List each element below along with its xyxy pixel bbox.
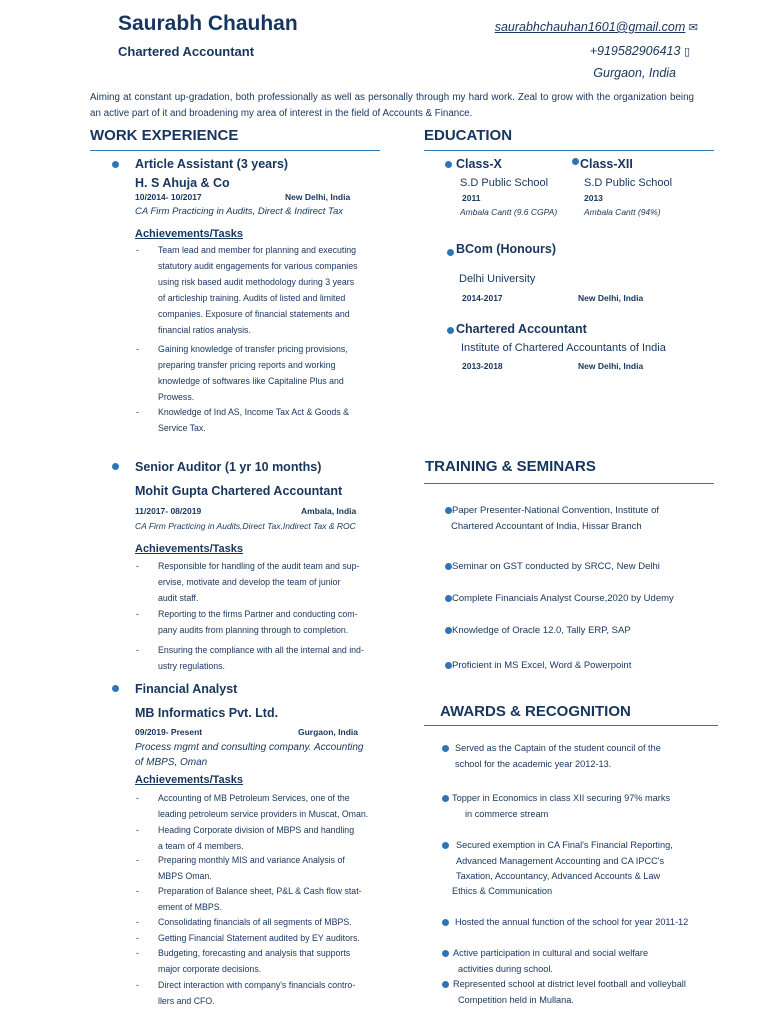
task-dash: - bbox=[136, 886, 139, 896]
awards-heading-rule bbox=[424, 725, 718, 726]
bcom-institution: Delhi University bbox=[459, 273, 536, 285]
task-line: Knowledge of Ind AS, Income Tax Act & Goods & bbox=[158, 407, 350, 417]
task-line: knowledge of softwares like Capitaline Plus and bbox=[158, 376, 344, 386]
bcom-title: BCom (Honours) bbox=[456, 242, 556, 256]
candidate-name: Saurabh Chauhan bbox=[118, 12, 298, 35]
class-xii-year: 2013 bbox=[584, 193, 603, 203]
job-description: Process mgmt and consulting company. Accounting bbox=[135, 742, 364, 753]
class-x-title: Class-X bbox=[456, 157, 502, 171]
task-line: financial ratios analysis. bbox=[158, 325, 251, 335]
task-line: major corporate decisions. bbox=[158, 964, 262, 974]
bullet bbox=[112, 463, 119, 470]
award-item: Represented school at district level football and volleyball bbox=[453, 979, 686, 989]
award-item: Secured exemption in CA Final's Financial Reporting, bbox=[456, 840, 673, 850]
class-xii-school: S.D Public School bbox=[584, 177, 673, 189]
task-line: Direct interaction with company's financials contro- bbox=[158, 980, 356, 990]
task-line: Prowess. bbox=[158, 392, 195, 402]
bullet bbox=[442, 745, 449, 752]
task-line: Accounting of MB Petroleum Services, one of the bbox=[158, 793, 350, 803]
bullet bbox=[112, 685, 119, 692]
class-x-place: Ambala Cantt (9.6 CGPA) bbox=[460, 207, 558, 217]
job-role: Financial Analyst bbox=[135, 682, 238, 696]
award-item: school for the academic year 2012-13. bbox=[455, 759, 612, 769]
bullet bbox=[442, 950, 449, 957]
task-dash: - bbox=[136, 407, 139, 417]
task-dash: - bbox=[136, 825, 139, 835]
training-item: Chartered Accountant of India, Hissar Branch bbox=[451, 521, 642, 532]
awards-heading: AWARDS & RECOGNITION bbox=[440, 703, 631, 720]
task-line: Service Tax. bbox=[158, 423, 206, 433]
work-experience-heading: WORK EXPERIENCE bbox=[90, 127, 239, 144]
candidate-title: Chartered Accountant bbox=[118, 44, 255, 59]
email-link[interactable]: saurabhchauhan1601@gmail.com bbox=[494, 20, 686, 34]
bullet bbox=[447, 327, 454, 334]
task-line: leading petroleum service providers in Muscat, Oman. bbox=[158, 809, 369, 819]
education-heading-rule bbox=[424, 150, 714, 151]
work-heading-rule bbox=[90, 150, 380, 151]
task-line: Gaining knowledge of transfer pricing provisions, bbox=[158, 344, 348, 354]
bullet bbox=[442, 981, 449, 988]
task-line: Preparation of Balance sheet, P&L & Cash flow stat- bbox=[158, 886, 362, 896]
job-dates: 10/2014- 10/2017 bbox=[135, 192, 202, 202]
task-line: Heading Corporate division of MBPS and handling bbox=[158, 825, 355, 835]
task-line: Reporting to the firms Partner and conducting com- bbox=[158, 609, 358, 619]
bullet bbox=[445, 662, 452, 669]
job-dates: 11/2017- 08/2019 bbox=[135, 506, 202, 516]
task-line: llers and CFO. bbox=[158, 996, 215, 1006]
bullet bbox=[442, 919, 449, 926]
bcom-place: New Delhi, India bbox=[578, 293, 644, 303]
bullet bbox=[112, 161, 119, 168]
task-dash: - bbox=[136, 793, 139, 803]
task-line: MBPS Oman. bbox=[158, 871, 212, 881]
task-dash: - bbox=[136, 948, 139, 958]
email-line bbox=[495, 20, 698, 34]
award-item: Hosted the annual function of the school for year 2011-12 bbox=[455, 917, 689, 927]
bullet bbox=[447, 249, 454, 256]
job-role: Senior Auditor (1 yr 10 months) bbox=[135, 460, 322, 474]
task-line: Consolidating financials of all segments of MBPS. bbox=[158, 917, 352, 927]
task-line: a team of 4 members. bbox=[158, 841, 244, 851]
job-dates: 09/2019- Present bbox=[135, 727, 203, 737]
task-line: ervise, motivate and develop the team of junior bbox=[158, 577, 341, 587]
envelope-icon: ✉ bbox=[688, 22, 698, 34]
award-item: Served as the Captain of the student council of the bbox=[455, 743, 661, 753]
job-description: of MBPS, Oman bbox=[135, 757, 208, 768]
task-dash: - bbox=[136, 609, 139, 619]
bullet bbox=[442, 842, 449, 849]
class-xii-title: Class-XII bbox=[580, 157, 633, 171]
task-line: Preparing monthly MIS and variance Analysis of bbox=[158, 855, 345, 865]
job-company: H. S Ahuja & Co bbox=[135, 176, 230, 190]
task-line: of articleship training. Audits of listed and limited bbox=[158, 293, 346, 303]
task-line: pany audits from planning through to completion. bbox=[158, 625, 349, 635]
class-xii-place: Ambala Cantt (94%) bbox=[584, 207, 661, 217]
task-dash: - bbox=[136, 561, 139, 571]
job-place: Ambala, India bbox=[301, 506, 357, 516]
task-dash: - bbox=[136, 933, 139, 943]
task-dash: - bbox=[136, 344, 139, 354]
objective: Aiming at constant up-gradation, both professionally as well as personally through my hard work. Zeal to grow with the organization being an active part of it and broadening my area of interest in the field of Accounts & Finance. bbox=[90, 92, 694, 119]
job-description: CA Firm Practicing in Audits,Direct Tax,Indirect Tax & ROC bbox=[135, 521, 356, 531]
phone-icon: ▯ bbox=[683, 46, 690, 58]
task-line: using risk based audit methodology during 3 years bbox=[158, 277, 355, 287]
education-heading: EDUCATION bbox=[424, 127, 513, 144]
task-line: statutory audit engagements for various companies bbox=[158, 261, 358, 271]
award-item: Taxation, Accountancy, Advanced Accounts & Law bbox=[456, 871, 661, 881]
training-item: Paper Presenter-National Convention, Institute of bbox=[452, 505, 660, 516]
task-line: audit staff. bbox=[158, 593, 199, 603]
location: Gurgaon, India bbox=[593, 66, 676, 80]
training-heading: TRAINING & SEMINARS bbox=[425, 458, 596, 475]
bullet bbox=[445, 161, 452, 168]
training-heading-rule bbox=[424, 483, 714, 484]
task-line: ustry regulations. bbox=[158, 661, 225, 671]
task-line: Responsible for handling of the audit team and sup- bbox=[158, 561, 360, 571]
task-dash: - bbox=[136, 645, 139, 655]
task-line: Ensuring the compliance with all the internal and ind- bbox=[158, 645, 364, 655]
task-line: Team lead and member for planning and executing bbox=[158, 245, 357, 255]
task-line: Getting Financial Statement audited by EY auditors. bbox=[158, 933, 360, 943]
award-item: in commerce stream bbox=[465, 809, 549, 819]
task-line: Budgeting, forecasting and analysis that supports bbox=[158, 948, 351, 958]
achievements-label: Achievements/Tasks bbox=[135, 228, 244, 240]
task-dash: - bbox=[136, 980, 139, 990]
award-item: Topper in Economics in class XII securing 97% marks bbox=[452, 793, 671, 803]
training-item: Complete Financials Analyst Course,2020 by Udemy bbox=[452, 593, 674, 604]
task-line: ement of MBPS. bbox=[158, 902, 223, 912]
task-line: companies. Exposure of financial statements and bbox=[158, 309, 350, 319]
achievements-label: Achievements/Tasks bbox=[135, 774, 244, 786]
bullet bbox=[445, 627, 452, 634]
bullet bbox=[445, 595, 452, 602]
phone-line bbox=[590, 44, 690, 58]
bullet bbox=[442, 795, 449, 802]
job-role: Article Assistant (3 years) bbox=[135, 157, 289, 171]
training-item: Seminar on GST conducted by SRCC, New Delhi bbox=[452, 561, 660, 572]
class-x-year: 2011 bbox=[462, 193, 481, 203]
job-company: MB Informatics Pvt. Ltd. bbox=[135, 706, 279, 720]
training-item: Proficient in MS Excel, Word & Powerpoint bbox=[452, 660, 632, 671]
job-company: Mohit Gupta Chartered Accountant bbox=[135, 484, 343, 498]
job-place: Gurgaon, India bbox=[298, 727, 358, 737]
award-item: activities during school. bbox=[458, 964, 553, 974]
task-dash: - bbox=[136, 917, 139, 927]
training-item: Knowledge of Oracle 12.0, Tally ERP, SAP bbox=[452, 625, 631, 636]
ca-dates: 2013-2018 bbox=[462, 361, 503, 371]
task-line: preparing transfer pricing reports and working bbox=[158, 360, 336, 370]
task-dash: - bbox=[136, 245, 139, 255]
task-dash: - bbox=[136, 855, 139, 865]
bcom-dates: 2014-2017 bbox=[462, 293, 503, 303]
job-description: CA Firm Practicing in Audits, Direct & Indirect Tax bbox=[135, 206, 344, 217]
bullet bbox=[445, 563, 452, 570]
bullet bbox=[445, 507, 452, 514]
award-item: Active participation in cultural and social welfare bbox=[453, 948, 649, 958]
award-item: Competition held in Mullana. bbox=[458, 995, 574, 1005]
award-item: Advanced Management Accounting and CA IPCC's bbox=[456, 856, 665, 866]
class-x-school: S.D Public School bbox=[460, 177, 549, 189]
achievements-label: Achievements/Tasks bbox=[135, 543, 244, 555]
award-item: Ethics & Communication bbox=[452, 886, 553, 896]
job-place: New Delhi, India bbox=[285, 192, 351, 202]
ca-place: New Delhi, India bbox=[578, 361, 644, 371]
bullet bbox=[572, 158, 579, 165]
phone-number: +919582906413 bbox=[589, 44, 681, 58]
ca-institution: Institute of Chartered Accountants of India bbox=[461, 342, 666, 354]
ca-title: Chartered Accountant bbox=[456, 322, 587, 336]
